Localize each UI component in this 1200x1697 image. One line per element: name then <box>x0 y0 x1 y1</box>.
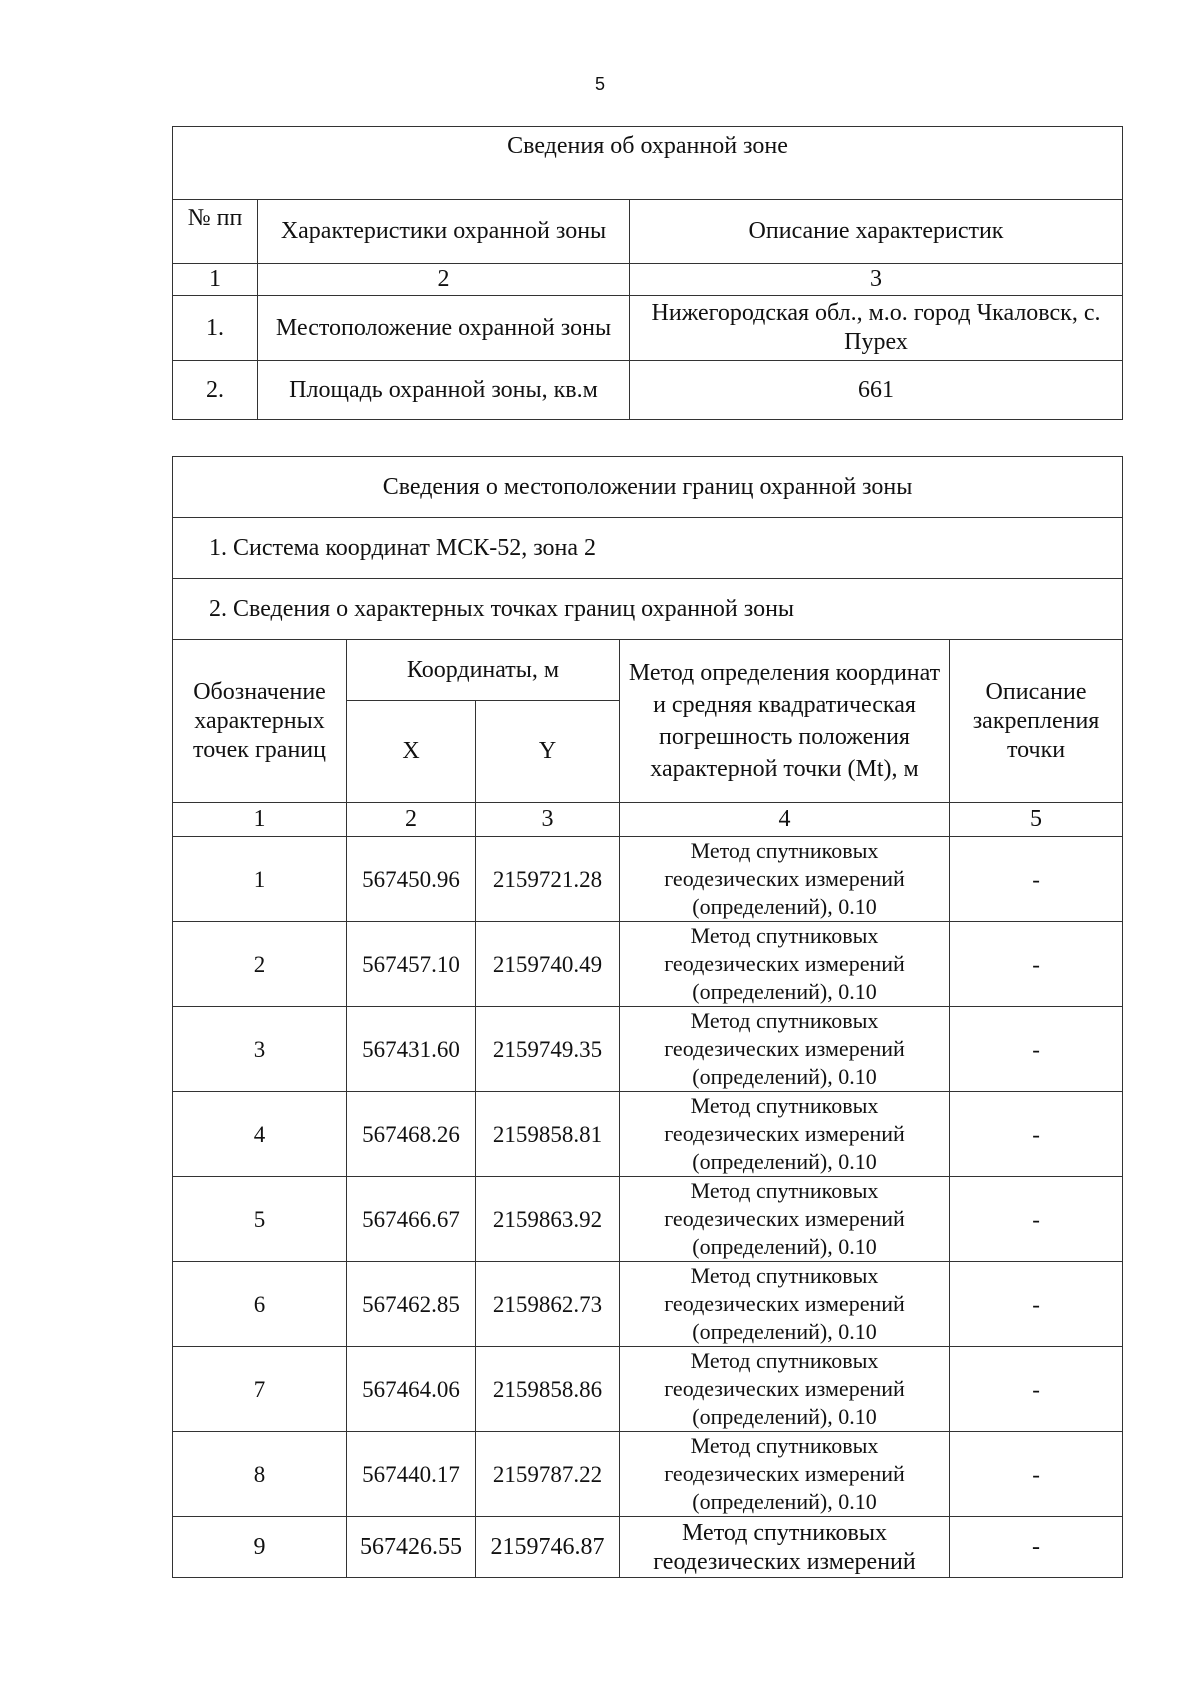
table-row <box>173 1177 1123 1262</box>
point-x: 567426.55 <box>347 1517 476 1578</box>
point-id: 7 <box>173 1347 347 1432</box>
boundary-title: Сведения о местоположении границ охранной зоны <box>173 457 1123 518</box>
point-x: 567464.06 <box>347 1347 476 1432</box>
header-fixing: Описание закрепления точки <box>950 640 1123 803</box>
point-x: 567440.17 <box>347 1432 476 1517</box>
table-row <box>173 1517 1123 1578</box>
header-method: Метод определения координат и средняя квадратическая погрешность положения характерной точки (Mt), м <box>620 640 950 803</box>
point-y: 2159740.49 <box>476 922 620 1007</box>
table-row <box>173 361 1123 420</box>
index-cell: 4 <box>620 803 950 837</box>
coord-system-row <box>173 518 1123 579</box>
point-method: Метод спутниковых геодезических измерений (определений), 0.10 <box>620 1092 950 1177</box>
point-method: Метод спутниковых геодезических измерений (определений), 0.10 <box>620 1007 950 1092</box>
index-cell: 3 <box>630 264 1123 296</box>
point-id: 4 <box>173 1092 347 1177</box>
point-id: 2 <box>173 922 347 1007</box>
index-cell: 1 <box>173 264 258 296</box>
row-number: 2. <box>173 361 258 420</box>
header-y: Y <box>476 701 620 803</box>
point-y: 2159862.73 <box>476 1262 620 1347</box>
table-row <box>173 296 1123 361</box>
index-cell: 2 <box>258 264 630 296</box>
zone-info-title-row <box>173 127 1123 200</box>
point-id: 5 <box>173 1177 347 1262</box>
header-characteristic: Характеристики охранной зоны <box>258 200 630 264</box>
point-y: 2159863.92 <box>476 1177 620 1262</box>
points-title: 2. Сведения о характерных точках границ охранной зоны <box>173 579 1123 640</box>
point-method: Метод спутниковых геодезических измерений (определений), 0.10 <box>620 837 950 922</box>
point-fixing: - <box>950 1092 1123 1177</box>
index-cell: 1 <box>173 803 347 837</box>
point-method: Метод спутниковых геодезических измерений (определений), 0.10 <box>620 922 950 1007</box>
point-y: 2159858.86 <box>476 1347 620 1432</box>
point-x: 567466.67 <box>347 1177 476 1262</box>
point-id: 9 <box>173 1517 347 1578</box>
table-row <box>173 1347 1123 1432</box>
header-coords: Координаты, м <box>347 640 620 701</box>
points-title-row <box>173 579 1123 640</box>
point-fixing: - <box>950 1432 1123 1517</box>
point-x: 567431.60 <box>347 1007 476 1092</box>
boundary-title-row <box>173 457 1123 518</box>
table-row <box>173 837 1123 922</box>
zone-info-table <box>172 126 1123 420</box>
zone-info-header-row <box>173 200 1123 264</box>
points-header-row <box>173 640 1123 701</box>
point-method: Метод спутниковых геодезических измерений (определений), 0.10 <box>620 1432 950 1517</box>
point-x: 567457.10 <box>347 922 476 1007</box>
point-method: Метод спутниковых геодезических измерений (определений), 0.10 <box>620 1177 950 1262</box>
point-id: 3 <box>173 1007 347 1092</box>
table-row <box>173 1262 1123 1347</box>
table-row <box>173 1432 1123 1517</box>
point-fixing: - <box>950 1007 1123 1092</box>
header-point: Обозначение характерных точек границ <box>173 640 347 803</box>
point-fixing: - <box>950 1177 1123 1262</box>
point-id: 6 <box>173 1262 347 1347</box>
row-description: Нижегородская обл., м.о. город Чкаловск, с. Пурех <box>630 296 1123 361</box>
point-y: 2159787.22 <box>476 1432 620 1517</box>
row-characteristic: Местоположение охранной зоны <box>258 296 630 361</box>
row-description: 661 <box>630 361 1123 420</box>
boundary-table <box>172 456 1123 1578</box>
point-y: 2159858.81 <box>476 1092 620 1177</box>
point-id: 8 <box>173 1432 347 1517</box>
row-number: 1. <box>173 296 258 361</box>
header-x: X <box>347 701 476 803</box>
point-fixing: - <box>950 922 1123 1007</box>
table-row <box>173 1007 1123 1092</box>
index-cell: 5 <box>950 803 1123 837</box>
point-fixing: - <box>950 1517 1123 1578</box>
point-y: 2159746.87 <box>476 1517 620 1578</box>
point-method: Метод спутниковых геодезических измерений (определений), 0.10 <box>620 1347 950 1432</box>
index-cell: 3 <box>476 803 620 837</box>
point-method: Метод спутниковых геодезических измерений (определений), 0.10 <box>620 1262 950 1347</box>
coord-system: 1. Система координат МСК-52, зона 2 <box>173 518 1123 579</box>
point-x: 567450.96 <box>347 837 476 922</box>
index-cell: 2 <box>347 803 476 837</box>
table-row <box>173 1092 1123 1177</box>
point-fixing: - <box>950 837 1123 922</box>
point-id: 1 <box>173 837 347 922</box>
point-fixing: - <box>950 1262 1123 1347</box>
page-number: 5 <box>594 74 605 94</box>
point-x: 567462.85 <box>347 1262 476 1347</box>
row-characteristic: Площадь охранной зоны, кв.м <box>258 361 630 420</box>
point-method: Метод спутниковых геодезических измерений <box>620 1517 950 1578</box>
table-row <box>173 922 1123 1007</box>
header-num: № пп <box>173 200 258 264</box>
zone-info-title: Сведения об охранной зоне <box>173 127 1123 200</box>
zone-info-index-row <box>173 264 1123 296</box>
point-y: 2159721.28 <box>476 837 620 922</box>
point-fixing: - <box>950 1347 1123 1432</box>
point-y: 2159749.35 <box>476 1007 620 1092</box>
point-x: 567468.26 <box>347 1092 476 1177</box>
header-description: Описание характеристик <box>630 200 1123 264</box>
points-index-row <box>173 803 1123 837</box>
